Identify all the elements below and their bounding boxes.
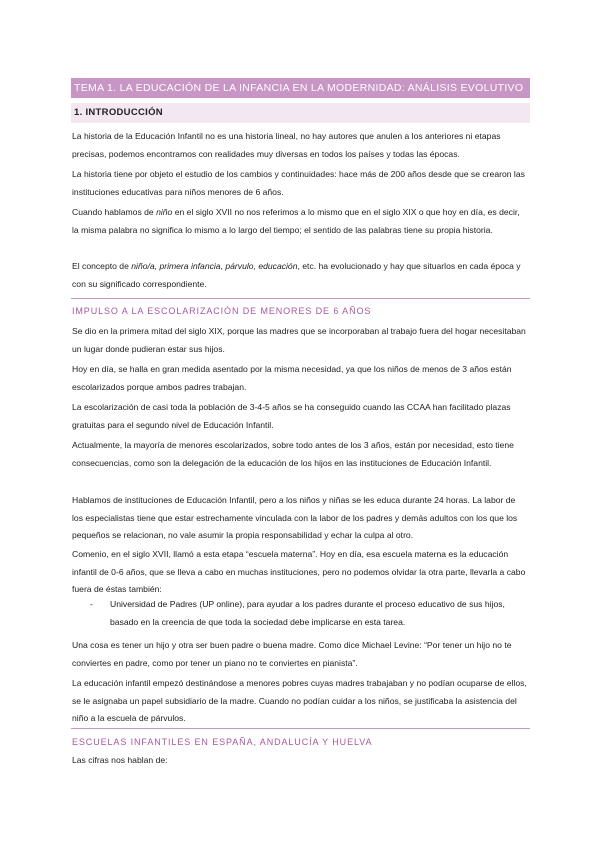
section1-paragraph-7: Una cosa es tener un hijo y otra ser buen padre o buena madre. Como dice Michael Levine: “Por tener un hijo no te conviertes en padre, como por tener un piano no te conviertes en pianista”. bbox=[72, 640, 512, 668]
bullet-universidad-padres: Universidad de Padres (UP online), para ayudar a los padres durante el proceso educativo de sus hijos, basado en la creencia de que toda la sociedad debe implicarse en esta tarea. bbox=[110, 599, 505, 627]
section1-paragraph-8: La educación infantil empezó destinándose a menores pobres cuyas madres trabajaban y no podían ocuparse de ellos, se le asignaba un papel subsidiario de la madre. Cuando no podían cuidar a los niños, se justificaba la asistencia del niño a la escuela de párvulos. bbox=[72, 678, 527, 723]
section1-paragraph-5: Hablamos de instituciones de Educación Infantil, pero a los niños y niñas se les educa durante 24 horas. La labor de los especialistas tiene que estar estrechamente vinculada con la labor de los padres y demás adultos con los que los pequeños se relacionan, no vale asumir la propia responsabilidad y echar la culpa al otro. bbox=[72, 495, 518, 540]
section1-paragraph-2: Hoy en día, se halla en gran medida asentado por la misma necesidad, ya que los niños de menos de 3 años están escolarizados porque ambos padres trabajan. bbox=[72, 364, 512, 392]
section-divider bbox=[71, 728, 530, 729]
section1-paragraph-6: Comenio, en el siglo XVII, llamó a esta etapa “escuela materna”. Hoy en día, esa escuela materna es la educación infantil de 0-6 años, que se lleva a cabo en muchas instituciones, pero no podemos olvidar la otra parte, llevarla a cabo fuera de éstas también: bbox=[72, 549, 526, 594]
chapter-banner: TEMA 1. LA EDUCACIÓN DE LA INFANCIA EN LA MODERNIDAD: ANÁLISIS EVOLUTIVO bbox=[71, 78, 530, 98]
bullet-dash: - bbox=[90, 599, 93, 609]
section1-paragraph-4: Actualmente, la mayoría de menores escolarizados, sobre todo antes de los 3 años, están por necesidad, esto tiene consecuencias, como son la delegación de la educación de los hijos en las instituciones de Educación Infantil. bbox=[72, 440, 514, 468]
section-title-escuelas: ESCUELAS INFANTILES EN ESPAÑA, ANDALUCÍA Y HUELVA bbox=[72, 737, 373, 747]
intro-paragraph-2: La historia tiene por objeto el estudio de los cambios y continuidades: hace más de 200 años desde que se crearon las instituciones educativas para niños menores de 6 años. bbox=[72, 169, 525, 197]
intro-heading: 1. INTRODUCCIÓN bbox=[71, 103, 530, 123]
section-divider bbox=[71, 298, 530, 299]
section1-paragraph-3: La escolarización de casi toda la población de 3-4-5 años se ha conseguido cuando las CCAA han facilitado plazas gratuitas para el segundo nivel de Educación Infantil. bbox=[72, 402, 511, 430]
intro-paragraph-1: La historia de la Educación Infantil no es una historia lineal, no hay autores que anulen a los anteriores ni etapas precisas, podemos encontramos con realidades muy diversas en todos los países y todas las épocas. bbox=[72, 131, 501, 159]
section1-paragraph-1: Se dio en la primera mitad del siglo XIX, porque las madres que se incorporaban al trabajo fuera del hogar necesitaban un lugar donde pudieran estar sus hijos. bbox=[72, 326, 526, 354]
intro-paragraph-3: Cuando hablamos de niño en el siglo XVII no nos referimos a lo mismo que en el siglo XIX o que hoy en día, es decir, la misma palabra no significa lo mismo a lo largo del tiempo; el sentido de las palabras tiene su propia historia. bbox=[72, 207, 520, 235]
section-title-escolarizacion: IMPULSO A LA ESCOLARIZACIÓN DE MENORES DE 6 AÑOS bbox=[72, 306, 372, 316]
section2-paragraph-1: Las cifras nos hablan de: bbox=[72, 755, 168, 765]
intro-paragraph-4: El concepto de niño/a, primera infancia, párvulo, educación, etc. ha evolucionado y hay que situarlos en cada época y con su significado correspondiente. bbox=[72, 261, 521, 289]
